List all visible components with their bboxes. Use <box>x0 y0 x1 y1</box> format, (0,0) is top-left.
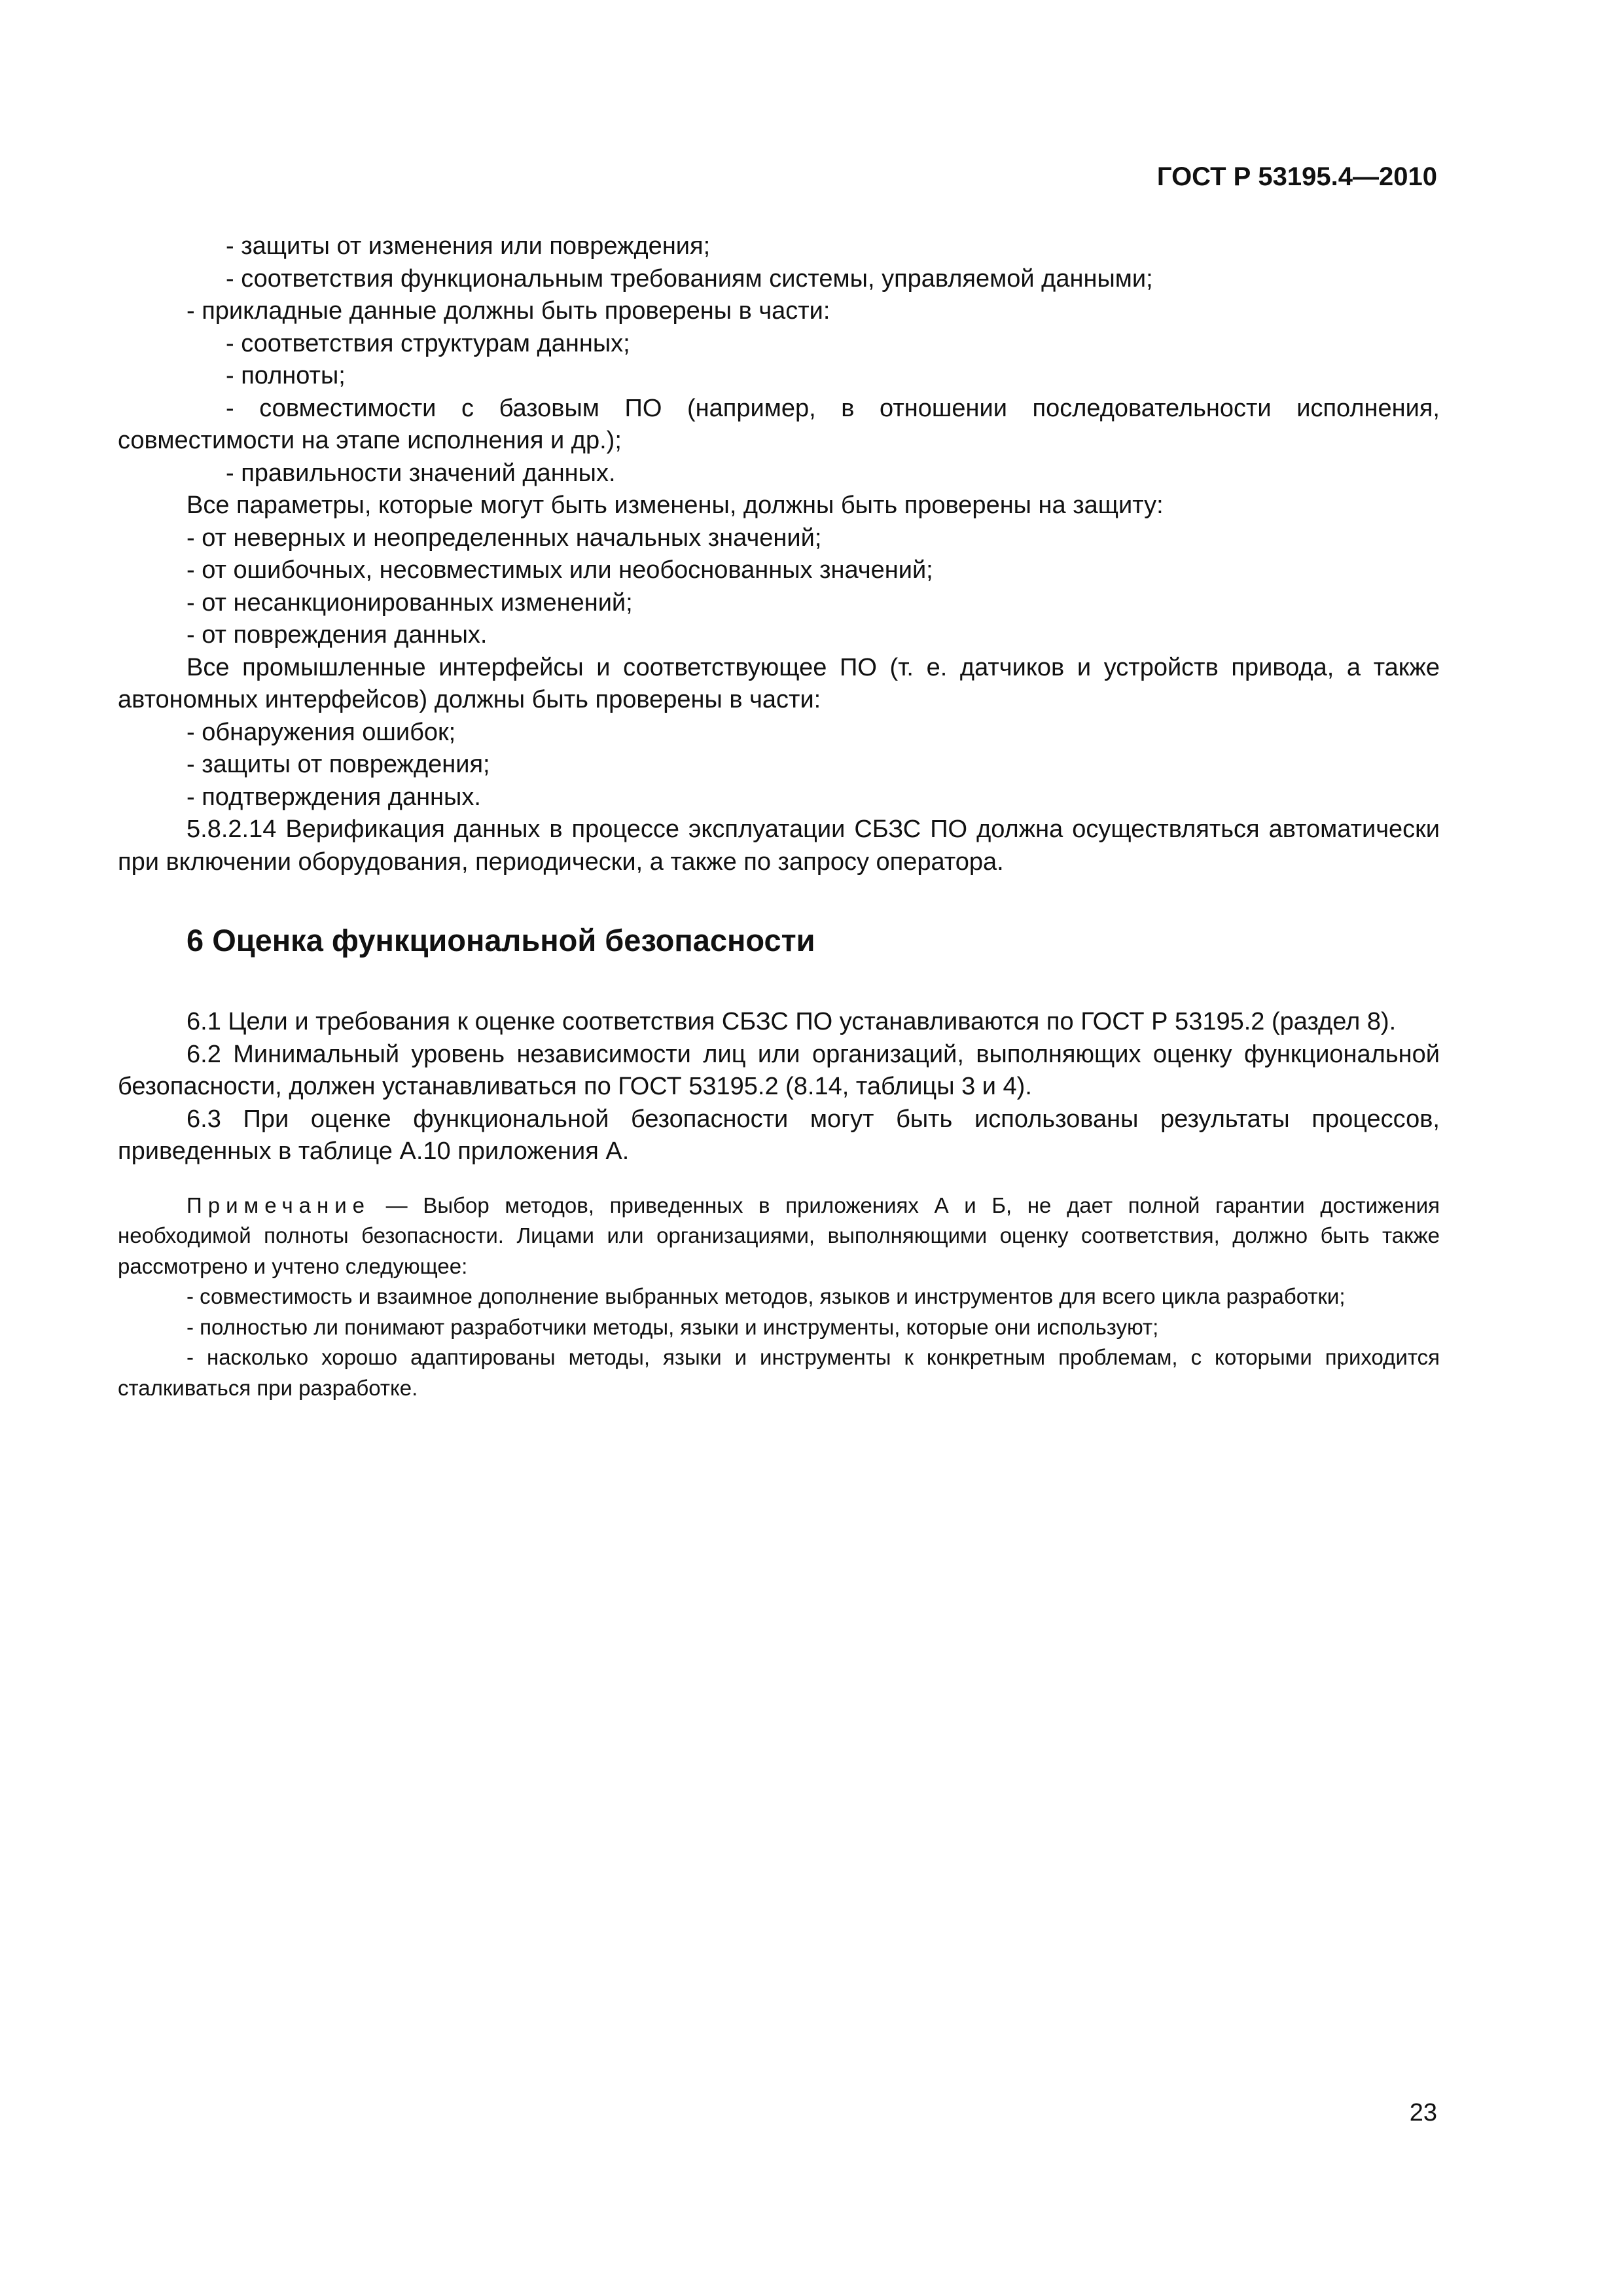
paragraph: 6.1 Цели и требования к оценке соответствия СБЗС ПО устанавливаются по ГОСТ Р 53195.2 (раздел 8). <box>187 1008 1397 1035</box>
list-item: - защиты от повреждения; <box>187 751 490 778</box>
note-item: - совместимость и взаимное дополнение выбранных методов, языков и инструментов для всего цикла разработки; <box>187 1284 1346 1308</box>
list-item: - от несанкционированных изменений; <box>187 588 633 617</box>
list-item: - полноты; <box>226 362 346 389</box>
note-item: - насколько хорошо адаптированы методы, языки и инструменты к конкретным проблемам, с которыми приходится сталкиваться при разработке. <box>118 1345 1440 1400</box>
note-item: - полностью ли понимают разработчики методы, языки и инструменты, которые они используют; <box>187 1314 1159 1339</box>
paragraph: 5.8.2.14 Верификация данных в процессе эксплуатации СБЗС ПО должна осуществляться автоматически при включении оборудования, периодически, а также по запросу оператора. <box>118 816 1440 876</box>
list-item: - защиты от изменения или повреждения; <box>226 232 711 260</box>
note-text: — Выбор методов, приведенных в приложениях А и Б, не дает полной гарантии достижения необходимой полноты безопасности. Лицами или организациями, выполняющими оценку соответствия, должно быть также рассмотрено и учтено следующее: <box>118 1193 1440 1278</box>
note-label: Примечание <box>187 1193 371 1217</box>
list-item: - совместимости с базовым ПО (например, в отношении последовательности исполнения, совместимости на этапе исполнения и др.); <box>118 394 1440 454</box>
paragraph: 6.3 При оценке функциональной безопасности могут быть использованы результаты процессов, приведенных в таблице А.10 приложения А. <box>118 1105 1440 1165</box>
list-item: - от повреждения данных. <box>187 621 488 649</box>
note-block <box>118 1191 1440 1404</box>
paragraph: 6.2 Минимальный уровень независимости лиц или организаций, выполняющих оценку функциональной безопасности, должен устанавливаться по ГОСТ 53195.2 (8.14, таблицы 3 и 4). <box>118 1040 1440 1100</box>
paragraph: Все параметры, которые могут быть изменены, должны быть проверены на защиту: <box>187 492 1164 519</box>
list-item: - обнаружения ошибок; <box>187 718 456 746</box>
page-number: 23 <box>1409 2099 1437 2126</box>
list-item: - подтверждения данных. <box>187 783 481 811</box>
list-item: - прикладные данные должны быть проверены в части: <box>187 297 830 325</box>
list-item: - от ошибочных, несовместимых или необоснованных значений; <box>187 556 933 584</box>
section-heading: 6 Оценка функциональной безопасности <box>187 923 815 958</box>
list-item: - соответствия функциональным требованиям системы, управляемой данными; <box>226 264 1153 293</box>
list-item: - от неверных и неопределенных начальных значений; <box>187 524 822 552</box>
list-item: - соответствия структурам данных; <box>226 329 630 357</box>
standard-code: ГОСТ Р 53195.4—2010 <box>1156 162 1437 191</box>
list-item: - правильности значений данных. <box>226 459 616 487</box>
page-body <box>118 230 1440 1403</box>
paragraph: Все промышленные интерфейсы и соответствующее ПО (т. е. датчиков и устройств привода, а также автономных интерфейсов) должны быть проверены в части: <box>118 653 1440 713</box>
note-paragraph <box>118 1191 1440 1282</box>
